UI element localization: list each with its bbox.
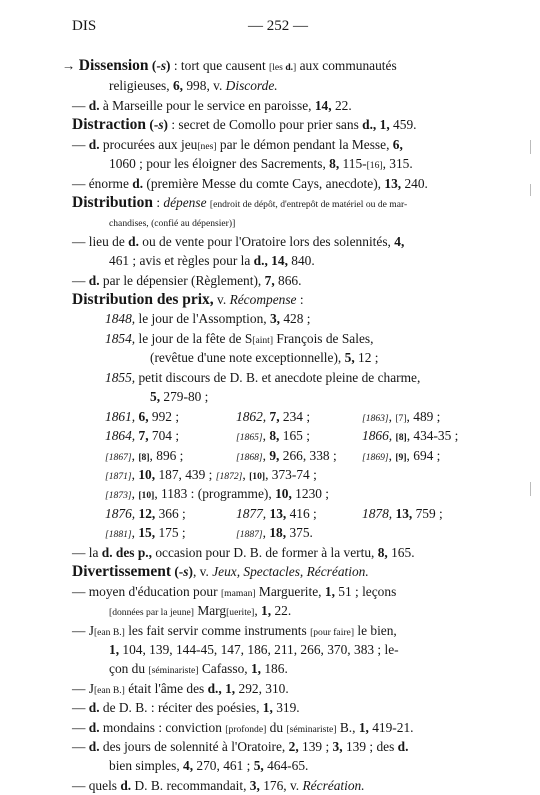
entry-text: des jours de solennité à l'Oratoire, (99, 739, 289, 754)
entry-line (109, 601, 291, 622)
entry-line (236, 504, 317, 523)
entry-text: 704 ; (148, 428, 180, 443)
entry-text: 1877, (236, 506, 267, 521)
entry-text: [pour faire] (310, 627, 355, 638)
entry-text: d. (88, 98, 100, 113)
entry-text: (- (171, 564, 184, 579)
entry-text: ) (163, 117, 169, 132)
entry-text: 2, (288, 739, 299, 754)
entry-text: occasion pour D. B. de former à la vertu, (152, 545, 378, 560)
entry-text: d., (253, 253, 268, 268)
entry-text: , 489 ; (406, 409, 441, 424)
entry-text: Distraction (72, 116, 147, 133)
entry-text: Marguerite, (255, 584, 325, 599)
entry-text: — quels (72, 778, 121, 793)
entry-text: — énorme (72, 176, 133, 191)
entry-text: 1876, (105, 506, 136, 521)
entry-line (109, 251, 315, 270)
entry-text: Jeux, Spectacles, Récréation. (212, 564, 369, 579)
entry-text: [1867] (105, 452, 132, 463)
entry-text: 1, (225, 681, 236, 696)
entry-text: 3, (269, 311, 281, 326)
entry-line (72, 174, 428, 193)
entry-text: 175 ; (155, 525, 186, 540)
entry-line (362, 426, 458, 447)
entry-text: [7] (395, 413, 407, 424)
entry-text: 375. (286, 525, 313, 540)
entry-text: était l'âme des (124, 681, 208, 696)
entry-text: 416 ; (286, 506, 317, 521)
entry-line (109, 76, 278, 95)
entry-line (109, 756, 308, 775)
entry-text: (première Messe du comte Cays, anecdote), (143, 176, 385, 191)
entry-line (72, 193, 407, 214)
entry-text: 1, (109, 642, 120, 657)
entry-text: d. (88, 739, 100, 754)
entry-line (72, 543, 415, 562)
entry-text: 186. (261, 661, 288, 676)
entry-text: 51 ; leçons (334, 584, 397, 599)
entry-text: , 315. (382, 156, 413, 171)
entry-line (72, 115, 416, 134)
entry-text: : tort que causent (170, 58, 270, 73)
entry-text: Cafasso, (198, 661, 251, 676)
entry-line (236, 446, 337, 467)
entry-text: 1230 ; (291, 486, 330, 501)
entry-text: çon du (109, 661, 149, 676)
entry-text: 3, (249, 778, 260, 793)
entry-text: 1862, (236, 409, 267, 424)
entry-text: — lieu de (72, 234, 129, 249)
entry-text: Récompense (229, 292, 297, 307)
entry-text: 1878, (362, 506, 393, 521)
entry-line (236, 407, 310, 426)
entry-line (105, 329, 373, 350)
entry-text: 165. (387, 545, 415, 560)
entry-line (362, 407, 440, 428)
entry-text: 165 ; (279, 428, 310, 443)
entry-text: 998, v. (183, 78, 226, 93)
entry-text: [10] (249, 471, 266, 482)
entry-text: d. (285, 62, 294, 73)
entry-text: : (152, 195, 164, 210)
entry-text: 1861, (105, 409, 136, 424)
entry-text: d. (88, 700, 100, 715)
entry-text: , (262, 428, 270, 443)
entry-text: (revêtue d'une note exceptionnelle), (150, 350, 345, 365)
entry-text: 14, (314, 98, 332, 113)
entry-text: d. (88, 720, 100, 735)
entry-text: 1, (379, 117, 390, 132)
entry-text: 234 ; (279, 409, 311, 424)
entry-text: 13, (395, 506, 413, 521)
entry-text: [1865] (236, 432, 263, 443)
entry-line (105, 465, 317, 486)
entry-line (362, 446, 440, 467)
entry-line (72, 679, 289, 700)
entry-line (72, 135, 403, 156)
entry-text: 419-21. (368, 720, 414, 735)
entry-text: 1, (358, 720, 369, 735)
entry-text: bien simples, (109, 758, 184, 773)
entry-line (72, 718, 414, 739)
entry-text: — (72, 700, 89, 715)
entry-text: Discorde. (225, 78, 278, 93)
entry-text: 1866, (362, 428, 393, 443)
entry-text: Distribution des prix, (72, 291, 214, 308)
entry-text: [maman] (220, 588, 256, 599)
entry-text: 1060 ; pour les éloigner des Sacrements, (109, 156, 330, 171)
entry-text: — (72, 273, 89, 288)
entry-text: 1855, (105, 370, 136, 385)
entry-line (150, 387, 208, 406)
entry-text: 6, (172, 78, 184, 93)
entry-text: [8] (395, 432, 407, 443)
entry-line (105, 309, 311, 328)
entry-text: dépense (163, 195, 207, 210)
entry-line (109, 154, 413, 175)
entry-text: — J (72, 681, 94, 696)
entry-line (72, 621, 397, 642)
entry-text: d., (362, 117, 377, 132)
entry-text: , 1183 : (programme), (154, 486, 276, 501)
entry-text: 139 ; des (342, 739, 398, 754)
entry-text: , (254, 603, 262, 618)
margin-mark (530, 184, 531, 196)
entry-text: [16] (366, 160, 383, 171)
entry-text: B., (336, 720, 359, 735)
entry-text: [1869] (362, 452, 389, 463)
entry-text: 840. (287, 253, 315, 268)
entry-text: 240. (401, 176, 428, 191)
entry-line (236, 426, 310, 447)
entry-text: 8, (329, 156, 340, 171)
entry-text: [1863] (362, 413, 389, 424)
entry-text: — J (72, 623, 94, 638)
entry-text: 8, (377, 545, 388, 560)
entry-text: , (131, 467, 139, 482)
entry-text: mondains : conviction (99, 720, 226, 735)
entry-text: 759 ; (412, 506, 443, 521)
entry-line (105, 484, 329, 505)
entry-text: le jour de la fête de S (135, 331, 253, 346)
entry-text: 6, (392, 137, 403, 152)
entry-text: petit discours de D. B. et anecdote pleine de charme, (135, 370, 421, 385)
entry-text: d. (397, 739, 409, 754)
entry-text: [données par la jeune] (109, 607, 194, 618)
entry-text: par le dépensier (Règlement), (99, 273, 265, 288)
entry-text: ] (293, 62, 297, 73)
entry-text: [les (269, 62, 286, 73)
entry-line (105, 523, 186, 544)
entry-text: [1871] (105, 471, 132, 482)
page-number: — 252 — (248, 18, 308, 34)
entry-line (105, 407, 179, 426)
entry-text: [1873] (105, 490, 132, 501)
entry-text: Dissension (78, 57, 149, 74)
entry-text: 15, (138, 525, 156, 540)
entry-text: 9, (269, 448, 280, 463)
entry-line (109, 659, 288, 680)
entry-text: 266, 338 ; (279, 448, 337, 463)
entry-text: 7, (264, 273, 275, 288)
entry-text: 1, (262, 700, 273, 715)
entry-line (109, 640, 399, 659)
entry-text: 459. (389, 117, 417, 132)
entry-text: , 434-35 ; (406, 428, 459, 443)
entry-text: 366 ; (155, 506, 186, 521)
entry-text: 4, (183, 758, 194, 773)
entry-text: 992 ; (148, 409, 180, 424)
entry-line (62, 56, 397, 77)
entry-text: 1848, (105, 311, 136, 326)
entry-text: 270, 461 ; (193, 758, 254, 773)
entry-text: [9] (395, 452, 407, 463)
entry-text: : (296, 292, 304, 307)
entry-text: , v. (192, 564, 213, 579)
entry-text: d. (120, 778, 132, 793)
entry-text: [ean B.] (93, 627, 125, 638)
entry-text: ) (166, 58, 171, 73)
entry-text: de D. B. : réciter des poésies, (99, 700, 263, 715)
entry-text: , (388, 448, 396, 463)
entry-text: 18, (269, 525, 287, 540)
entry-text: , 694 ; (406, 448, 441, 463)
entry-text: [profonde] (225, 724, 267, 735)
entry-text: 5, (344, 350, 355, 365)
entry-text: [8] (138, 452, 150, 463)
entry-text: 13, (269, 506, 287, 521)
entry-line (72, 96, 352, 115)
entry-text: 464-65. (263, 758, 309, 773)
entry-text: — moyen d'éducation pour (72, 584, 221, 599)
entry-text: (- (148, 58, 161, 73)
entry-text: d. (132, 176, 144, 191)
entry-text: 292, 310. (235, 681, 289, 696)
entry-line (105, 368, 420, 387)
entry-text: d. des p., (101, 545, 152, 560)
entry-text: 1854, (105, 331, 136, 346)
entry-text: du (266, 720, 287, 735)
entry-text: 1, (250, 661, 262, 676)
entry-text: v. (213, 292, 230, 307)
entry-text: s (160, 58, 167, 73)
entry-text: 1, (324, 584, 335, 599)
entry-text: [1887] (236, 529, 263, 540)
entry-text: 279-80 ; (160, 389, 209, 404)
entry-text: — (72, 137, 89, 152)
entry-line (72, 562, 369, 581)
entry-text: chandises, (confié au dépensier)] (109, 218, 236, 229)
entry-text: Marg (193, 603, 227, 618)
entry-text: 187, 439 ; (155, 467, 216, 482)
entry-text: [1872] (215, 471, 243, 482)
entry-text: 866. (274, 273, 302, 288)
entry-text: 10, (275, 486, 292, 501)
entry-text: s (158, 117, 164, 132)
running-head: DIS (72, 18, 97, 34)
entry-text: 7, (269, 409, 280, 424)
entry-line (150, 348, 379, 367)
entry-text: procurées aux jeu (99, 137, 198, 152)
entry-text: , (131, 486, 139, 501)
entry-text: 7, (138, 428, 149, 443)
entry-text: , (262, 448, 270, 463)
entry-text: [uerite] (226, 607, 255, 618)
entry-text: le jour de l'Assomption, (135, 311, 270, 326)
entry-text: 1864, (105, 428, 136, 443)
entry-text: 13, (384, 176, 402, 191)
entry-text: 176, v. (259, 778, 303, 793)
entry-text: 139 ; (298, 739, 333, 754)
entry-text: [ean B.] (93, 685, 125, 696)
entry-text: ) (188, 564, 193, 579)
entry-text: Récréation. (302, 778, 365, 793)
entry-text: 12 ; (354, 350, 379, 365)
entry-text: 5, (150, 389, 161, 404)
margin-mark (530, 482, 531, 496)
entry-line (362, 504, 443, 523)
entry-text: Distribution (72, 194, 153, 211)
entry-text: d., (207, 681, 222, 696)
entry-text: [nes] (197, 141, 217, 152)
entry-text: aux communautés (296, 58, 397, 73)
entry-text: 6, (138, 409, 149, 424)
entry-line (72, 290, 304, 309)
entry-text: , (131, 448, 139, 463)
entry-line (72, 582, 396, 603)
entry-text: par le démon pendant la Messe, (216, 137, 393, 152)
entry-line (105, 446, 183, 467)
entry-text: [endroit de dépôt, d'entrepôt de matériel ou de mar- (209, 199, 408, 210)
entry-text: d. (88, 273, 100, 288)
entry-text: Divertissement (72, 563, 171, 580)
entry-text: les fait servir comme instruments (124, 623, 311, 638)
entry-text: [aint] (252, 335, 274, 346)
entry-text: 22. (271, 603, 292, 618)
entry-line (105, 426, 179, 445)
entry-text: 104, 139, 144-45, 147, 186, 211, 266, 370, 383 ; le- (119, 642, 399, 657)
entry-text: , 896 ; (149, 448, 184, 463)
entry-text: ou de vente pour l'Oratoire lors des solennités, (138, 234, 395, 249)
entry-text: 8, (269, 428, 280, 443)
entry-text: , (242, 467, 250, 482)
entry-text: 428 ; (280, 311, 311, 326)
entry-text: — (72, 720, 89, 735)
entry-text: d. (88, 137, 100, 152)
entry-text: 3, (332, 739, 343, 754)
entry-text: 4, (394, 234, 405, 249)
entry-line (105, 504, 186, 523)
entry-text: , (388, 409, 396, 424)
entry-text: François de Sales, (273, 331, 374, 346)
entry-line (72, 698, 300, 717)
entry-text: : secret de Comollo pour prier sans (168, 117, 363, 132)
entry-text: 319. (272, 700, 300, 715)
entry-text: le bien, (354, 623, 397, 638)
entry-text: à Marseille pour le service en paroisse, (99, 98, 315, 113)
entry-line (109, 212, 235, 233)
entry-text: 5, (253, 758, 264, 773)
entry-text: — la (72, 545, 102, 560)
entry-text: (- (146, 117, 159, 132)
entry-text: 461 ; avis et règles pour la (109, 253, 254, 268)
entry-text: 10, (138, 467, 156, 482)
entry-text: D. B. recommandait, (131, 778, 250, 793)
entry-line (72, 737, 408, 756)
entry-line (72, 271, 301, 290)
entry-text: [1881] (105, 529, 132, 540)
entry-text: [séminariste] (148, 665, 199, 676)
entry-text: — (72, 98, 89, 113)
entry-line (236, 523, 313, 544)
entry-text: 14, (271, 253, 288, 268)
entry-text: 12, (138, 506, 156, 521)
entry-text: [10] (138, 490, 155, 501)
entry-text: , (262, 525, 270, 540)
entry-text: s (183, 564, 189, 579)
entry-text: → (62, 58, 79, 73)
entry-text: [1868] (236, 452, 263, 463)
entry-text: religieuses, (109, 78, 173, 93)
entry-text: 115- (339, 156, 367, 171)
margin-mark (530, 140, 531, 154)
entry-text: , (131, 525, 139, 540)
entry-text: [séminariste] (286, 724, 337, 735)
entry-text: d. (128, 234, 139, 249)
entry-line (72, 776, 365, 795)
entry-line (72, 232, 404, 251)
entry-text: , 373-74 ; (265, 467, 317, 482)
entry-text: — (72, 739, 89, 754)
entry-text: 1, (261, 603, 272, 618)
entry-text: 22. (331, 98, 352, 113)
